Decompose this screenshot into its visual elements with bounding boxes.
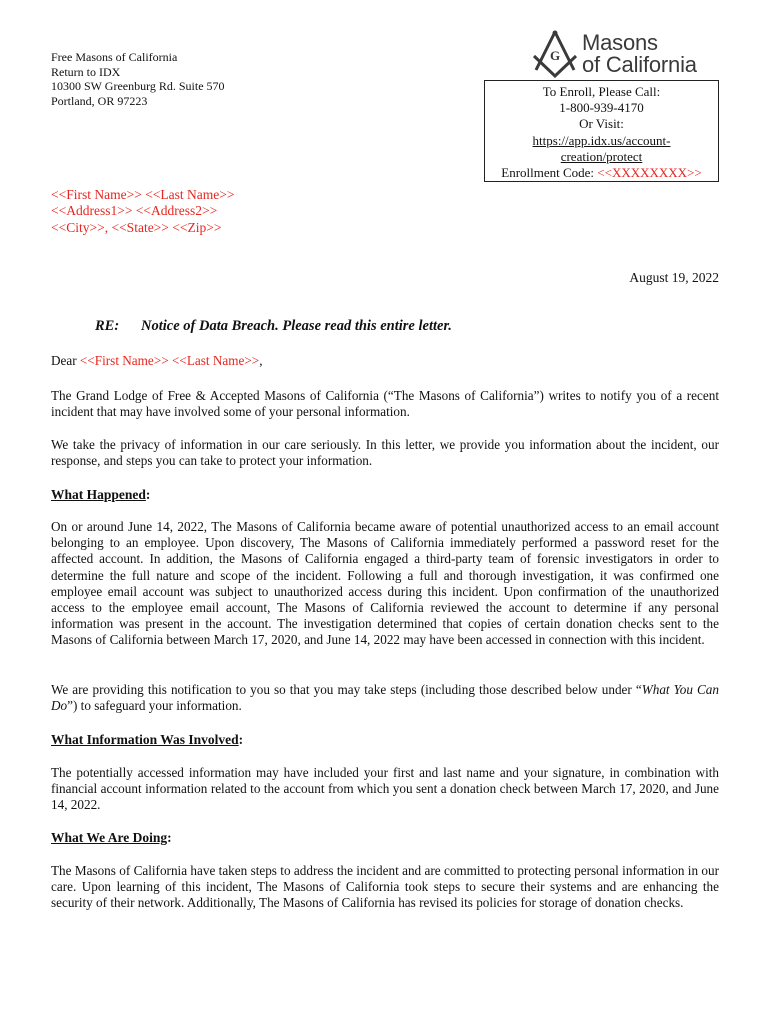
logo-line: Masons <box>582 30 658 55</box>
masons-logo <box>530 30 730 80</box>
return-address <box>51 50 225 108</box>
return-address-line: Return to IDX <box>51 64 121 79</box>
what-we-are-doing-heading <box>51 830 172 846</box>
logo-wordmark <box>582 32 697 76</box>
logo-line: of California <box>582 52 697 77</box>
salutation-dear: Dear <box>51 353 80 368</box>
salutation-name: <<First Name>> <<Last Name>> <box>79 353 260 368</box>
notify-text: We are providing this notification to you so that you may take steps (including those described below under “ <box>51 682 642 697</box>
heading-colon: : <box>145 487 151 502</box>
heading-text: What We Are Doing <box>51 830 168 845</box>
return-address-line: Portland, OR 97223 <box>51 93 148 108</box>
letter-date: August 19, 2022 <box>629 270 719 285</box>
notification-paragraph <box>51 682 719 714</box>
enroll-call-label: To Enroll, Please Call: <box>542 84 661 99</box>
salutation-comma: , <box>259 353 263 368</box>
intro-paragraph: The Grand Lodge of Free & Accepted Masons of California (“The Masons of California”) writes to notify you of a recent incident that may have involved some of your personal information. <box>51 388 719 420</box>
what-happened-paragraph: On or around June 14, 2022, The Masons of California became aware of potential unauthorized access to an email account belonging to an employee. Upon discovery, The Masons of California immediately performed a password reset for the affected account. In addition, the Masons of California engaged a third-party team of forensic investigators in order to determine the full nature and scope of the incident. Following a full and thorough investigation, it was confirmed one employee email account was subject to unauthorized access during this incident. Upon confirmation of the unauthorized access to the employee email account, The Masons of California reviewed the account to determine if any personal information was present in the account. The investigation determined that copies of certain donation checks sent to the Masons of California between March 17, 2020, and June 14, 2022 may have been accessed in connection with this incident. <box>51 519 719 648</box>
enroll-url-line[interactable]: https://app.idx.us/account- <box>532 132 671 148</box>
return-address-line: 10300 SW Greenburg Rd. Suite 570 <box>51 79 225 94</box>
enroll-phone[interactable]: 1-800-939-4170 <box>559 100 644 116</box>
heading-text: What Information Was Involved <box>51 732 239 747</box>
enroll-url-line[interactable]: creation/protect <box>560 148 643 164</box>
subject-text: Notice of Data Breach. Please read this entire letter. <box>141 318 452 334</box>
square-compass-emblem-icon <box>530 30 580 78</box>
notify-italic-text: What You Can Do <box>51 682 719 714</box>
info-involved-paragraph: The potentially accessed information may have included your first and last name and your signature, in combination with financial account information related to the account from which you sent a donation check between March 17, 2020, and June 14, 2022. <box>51 765 719 813</box>
emblem-letter: G <box>549 48 561 63</box>
recipient-line: <<Address1>> <<Address2>> <box>51 203 218 219</box>
subject-line <box>95 318 452 335</box>
enrollment-box <box>484 80 719 182</box>
enrollment-code-value: <<XXXXXXXX>> <box>597 165 702 181</box>
recipient-address <box>51 187 235 236</box>
heading-text: What Happened <box>51 487 146 502</box>
recipient-line: <<First Name>> <<Last Name>> <box>51 187 235 202</box>
info-involved-heading <box>51 732 243 748</box>
heading-colon: : <box>167 830 172 845</box>
what-we-are-doing-paragraph: The Masons of California have taken steps to address the incident and are committed to protecting personal information in our care. Upon learning of this incident, The Masons of California took steps to secure their systems and are enhancing the security of their network. Additionally, The Masons of California has revised its policies for storage of donation checks. <box>51 863 719 911</box>
return-address-line: Free Masons of California <box>51 50 178 64</box>
heading-colon: : <box>238 732 244 747</box>
notify-text: ”) to safeguard your information. <box>67 698 242 714</box>
re-label: RE: <box>95 318 120 334</box>
enrollment-code-label: Enrollment Code: <box>501 165 598 181</box>
what-happened-heading <box>51 487 150 503</box>
recipient-line: <<City>>, <<State>> <<Zip>> <box>51 219 222 235</box>
privacy-paragraph: We take the privacy of information in our care seriously. In this letter, we provide you information about the incident, our response, and steps you can take to protect your information. <box>51 437 719 469</box>
enroll-visit-label: Or Visit: <box>579 116 624 132</box>
salutation <box>51 353 719 369</box>
enrollment-code <box>485 165 718 181</box>
